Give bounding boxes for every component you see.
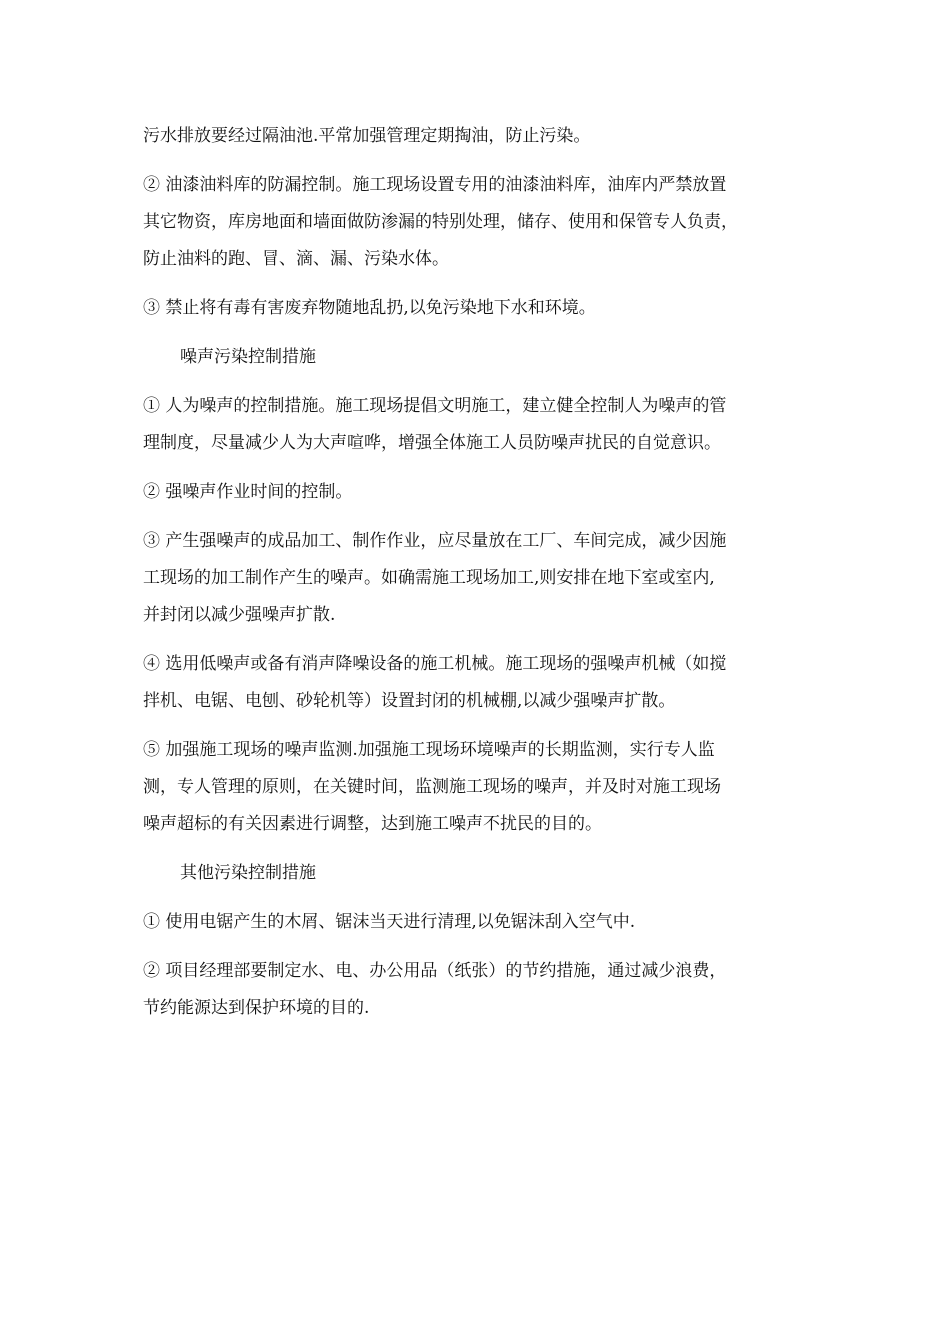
text-line: 防止油料的跑、冒、滴、漏、污染水体。 [143, 249, 449, 269]
text-line: 拌机、电锯、电刨、砂轮机等）设置封闭的机械棚,以减少强噪声扩散。 [143, 691, 676, 711]
paragraph-noise-time-control [143, 474, 815, 511]
text-line: 并封闭以减少强噪声扩散. [143, 605, 336, 625]
paragraph-prefabrication [143, 523, 815, 634]
text-line: ⑤ 加强施工现场的噪声监测.加强施工现场环境噪声的长期监测，实行专人监 [143, 740, 715, 760]
paragraph-hazardous-waste [143, 290, 815, 327]
text-line: ③ 产生强噪声的成品加工、制作作业，应尽量放在工厂、车间完成，减少因施 [143, 531, 727, 551]
text-line: 污水排放要经过隔油池.平常加强管理定期掏油，防止污染。 [143, 126, 591, 146]
paragraph-noise-monitoring [143, 732, 815, 843]
text-line: ④ 选用低噪声或备有消声降噪设备的施工机械。施工现场的强噪声机械（如搅 [143, 654, 727, 674]
text-line: 测，专人管理的原则，在关键时间，监测施工现场的噪声，并及时对施工现场 [143, 777, 721, 797]
text-line: 理制度，尽量减少人为大声喧哗，增强全体施工人员防噪声扰民的自觉意识。 [143, 433, 721, 453]
text-line: ① 人为噪声的控制措施。施工现场提倡文明施工，建立健全控制人为噪声的管 [143, 396, 727, 416]
text-line: 工现场的加工制作产生的噪声。如确需施工现场加工,则安排在地下室或室内, [143, 568, 715, 588]
section-heading-other-pollution: 其他污染控制措施 [180, 863, 316, 883]
section-heading-noise: 噪声污染控制措施 [180, 347, 316, 367]
text-line: 节约能源达到保护环境的目的. [143, 998, 370, 1018]
paragraph-paint-store-leak-control [143, 167, 815, 278]
paragraph-low-noise-machinery [143, 646, 815, 720]
paragraph-sawdust-cleanup [143, 904, 815, 941]
text-line: ① 使用电锯产生的木屑、锯沫当天进行清理,以免锯沫刮入空气中. [143, 912, 636, 932]
paragraph-oil-separator [143, 118, 815, 155]
paragraph-human-noise [143, 388, 815, 462]
text-line: 噪声超标的有关因素进行调整，达到施工噪声不扰民的目的。 [143, 814, 602, 834]
text-line: ② 强噪声作业时间的控制。 [143, 482, 353, 502]
document-body [143, 118, 815, 1039]
text-line: ② 油漆油料库的防漏控制。施工现场设置专用的油漆油料库，油库内严禁放置 [143, 175, 727, 195]
text-line: ② 项目经理部要制定水、电、办公用品（纸张）的节约措施，通过减少浪费， [143, 961, 727, 981]
text-line: ③ 禁止将有毒有害废弃物随地乱扔,以免污染地下水和环境。 [143, 298, 596, 318]
paragraph-resource-saving [143, 953, 815, 1027]
text-line: 其它物资，库房地面和墙面做防渗漏的特别处理，储存、使用和保管专人负责， [143, 212, 738, 232]
